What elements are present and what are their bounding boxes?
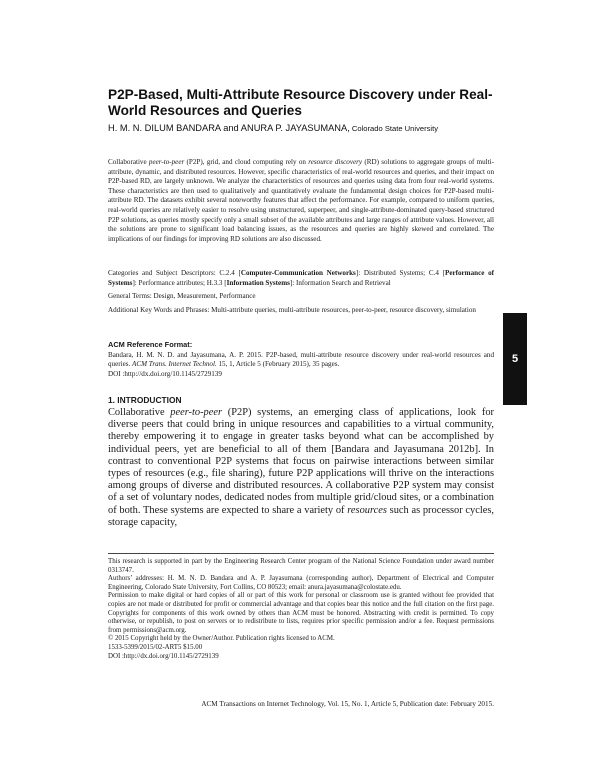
abstract-mid: (P2P), grid, and cloud computing rely on	[184, 158, 309, 166]
acm-reference-citation	[108, 351, 494, 370]
categories-descriptors	[108, 269, 494, 288]
footnotes	[108, 558, 494, 661]
footnote-addresses: Authors’ addresses: H. M. N. D. Bandara and A. P. Jayasumana (corresponding author), Department of Electrical and Computer Engineering, Colorado State University, Fort Collins, CO 80523; email: anura.jayasumana@colostate.edu.	[108, 575, 494, 591]
categories-label: Categories and Subject Descriptors: C.2.4 [	[108, 269, 241, 277]
footnote-doi: DOI :http://dx.doi.org/10.1145/2729139	[108, 652, 219, 660]
paper-title: P2P-Based, Multi-Attribute Resource Discovery under Real-World Resources and Queries	[108, 87, 493, 118]
abstract-lead: Collaborative	[108, 158, 149, 166]
footnote-divider	[108, 553, 494, 554]
intro-text-b: (P2P) systems, an emerging class of applications, look for diverse peers that could bring in unique resources and capabilities to a virtual community, thereby empowering it to engage in greater tasks beyond what can be accomplished by individual peers, yet are beneficial to all of them [Bandara and Jayasumana 2012b]. In contrast to conventional P2P systems that focus on pairwise interactions between similar types of resources (e.g., file sharing), future P2P applications will thrive on the interactions among groups of diverse and distributed resources. A collaborative P2P system may consist of a set of voluntary nodes, dedicated nodes from multiple grid/cloud sites, or a combination of both. These systems are expected to share a variety of	[108, 407, 494, 516]
category-text-1: ]: Distributed Systems; C.4 [	[355, 269, 445, 277]
abstract-text	[108, 158, 494, 244]
citation-journal: ACM Trans. Internet Technol.	[132, 360, 217, 369]
category-info: Information Systems	[226, 278, 290, 287]
introduction-paragraph	[108, 407, 494, 529]
footnote-permission: Permission to make digital or hard copies of all or part of this work for personal or classroom use is granted without fee provided that copies are not made or distributed for profit or commercial advantage and that copies bear this notice and the full citation on the first page. Copyrights for components of this work owned by others than ACM must be honored. Abstracting with credit is permitted. To copy otherwise, or republish, to post on servers or to redistribute to lists, requires prior specific permission and/or a fee. Request permissions from permissions@acm.org.	[108, 592, 494, 634]
author-affiliation: Colorado State University	[349, 124, 439, 133]
intro-em-resources: resources	[347, 504, 387, 516]
category-text-2: ]: Performance attributes; H.3.3 [	[132, 278, 227, 287]
abstract-em-rd: resource discovery	[308, 158, 363, 166]
citation-main: Bandara, H. M. N. D. and Jayasumana, A. P. 2015. P2P-based, multi-attribute resource discovery under real-world resources and queries.	[108, 350, 494, 369]
category-ccn: Computer-Communication Networks	[240, 269, 356, 277]
classification-block	[108, 269, 494, 319]
abstract-em-p2p: peer-to-peer	[148, 158, 185, 166]
author-line	[108, 123, 508, 133]
acm-reference-format	[108, 340, 494, 379]
citation-volume: 15, 1, Article 5 (February 2015), 35 pages.	[216, 360, 340, 369]
category-text-3: ]: Information Search and Retrieval	[289, 278, 391, 287]
intro-text-c: such as processor cycles, storage capacity,	[108, 504, 494, 528]
article-number-tab	[503, 313, 527, 405]
acm-reference-heading: ACM Reference Format:	[108, 340, 193, 349]
acm-reference-doi: DOI :http://dx.doi.org/10.1145/2729139	[108, 369, 222, 378]
abstract-rest: (RD) solutions to aggregate groups of multi-attribute, dynamic, and distributed resources. However, specific characteristics of real-world resources and queries, and their impact on P2P-based RD, are largely unknown. We analyze the characteristics of resources and queries using data from four real-world systems. These characteristics are then used to qualitatively and quantitatively evaluate the fundamental design choices for P2P-based multi-attribute RD. The datasets exhibit several noteworthy features that affect the performance. For example, compared to uniform queries, real-world queries are relatively easier to resolve using unstructured, superpeer, and single-attribute-dominated query-based structured P2P solutions, as queries mostly specify only a small subset of the available attributes and large ranges of attribute values. However, all the solutions are prone to significant load balancing issues, as the resources and queries are highly skewed and correlated. The implications of our findings for improving RD solutions are also discussed.	[108, 158, 495, 243]
introduction-body	[108, 407, 494, 529]
general-terms: General Terms: Design, Measurement, Performance	[108, 292, 256, 301]
section-heading-introduction: 1. INTRODUCTION	[108, 395, 182, 405]
footnote-copyright: © 2015 Copyright held by the Owner/Author. Publication rights licensed to ACM.	[108, 635, 335, 643]
intro-text-a: Collaborative	[108, 407, 171, 418]
abstract	[108, 158, 494, 244]
footnote-issn: 1533-5399/2015/02-ART5 $15.00	[108, 643, 203, 651]
keywords: Additional Key Words and Phrases: Multi-attribute queries, multi-attribute resources, peer-to-peer, resource discovery, simulation	[108, 305, 476, 314]
footnote-funding: This research is supported in part by the Engineering Research Center program of the National Science Foundation under award number 0313747.	[108, 558, 494, 574]
intro-em-p2p: peer-to-peer	[170, 407, 223, 418]
journal-footer: ACM Transactions on Internet Technology, Vol. 15, No. 1, Article 5, Publication date: February 2015.	[201, 700, 494, 708]
author-names: H. M. N. DILUM BANDARA and ANURA P. JAYASUMANA,	[108, 123, 350, 133]
category-perf: Performance of Systems	[108, 269, 494, 287]
article-number: 5	[511, 353, 519, 365]
